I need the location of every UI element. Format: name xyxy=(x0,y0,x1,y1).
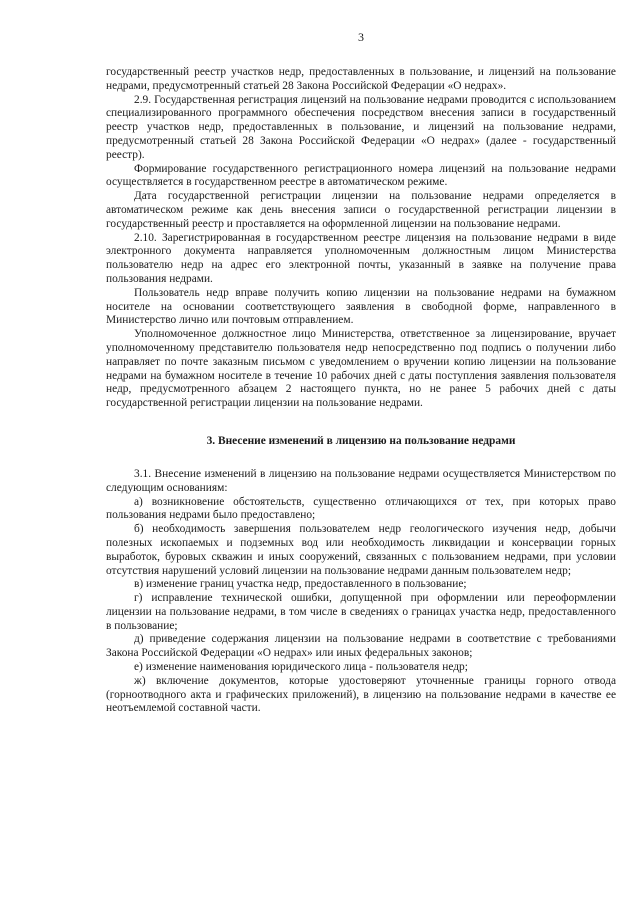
page-number: 3 xyxy=(358,30,364,44)
list-item-v: в) изменение границ участка недр, предоставленного в пользование; xyxy=(134,578,467,591)
paragraph-registration-date: Дата государственной регистрации лицензии на пользование недрами определяется в автоматическом режиме как день внесения записи о государственной регистрации лицензии в государственный реестр и проставляется на оформленной лицензии на пользование недрами. xyxy=(106,190,616,230)
paragraph-authorized-official: Уполномоченное должностное лицо Министерства, ответственное за лицензирование, вручает уполномоченному представителю пользователя недр непосредственно под подпись о получении либо направляет по почте заказным письмом с уведомлением о вручении копию лицензии на пользование недрами на бумажном носителе в течение 10 рабочих дней с даты поступления заявления пользователя недр, предусмотренного абзацем 2 настоящего пункта, но не ранее 5 рабочих дней с даты государственной регистрации лицензии на пользование недрами. xyxy=(106,328,616,410)
list-item-e: е) изменение наименования юридического лица - пользователя недр; xyxy=(134,661,468,674)
paragraph-registration-number: Формирование государственного регистрационного номера лицензий на пользование недрами осуществляется в государственном реестре в автоматическом режиме. xyxy=(106,162,616,189)
paragraph-continuation: государственный реестр участков недр, предоставленных в пользование, и лицензий на пользование недрами, предусмотренный статьей 28 Закона Российской Федерации «О недрах». xyxy=(106,66,616,92)
paragraph-paper-copy: Пользователь недр вправе получить копию лицензии на пользование недрами на бумажном носителе на основании соответствующего заявления в свободной форме, направленного в Министерство лично или почтовым отправлением. xyxy=(106,286,616,327)
document-page xyxy=(106,30,616,716)
list-item-g: г) исправление технической ошибки, допущенной при оформлении или переоформлении лицензии на пользование недрами, в том числе в сведениях о границах участка недр, предоставленного в пользование; xyxy=(106,592,616,632)
paragraph-3-1: 3.1. Внесение изменений в лицензию на пользование недрами осуществляется Министерством по следующим основаниям: xyxy=(106,467,616,494)
list-item-a: а) возникновение обстоятельств, существенно отличающихся от тех, при которых право пользования недрами было предоставлено; xyxy=(106,495,616,522)
list-item-zh: ж) включение документов, которые удостоверяют уточненные границы горного отвода (горноотводного акта и графических приложений), в лицензию на пользование недрами в качестве ее неотъемлемой составной части. xyxy=(106,674,616,715)
list-item-b: б) необходимость завершения пользователем недр геологического изучения недр, добычи полезных ископаемых и подземных вод или необходимость ликвидации и консервации горных выработок, буровых скважин и иных сооружений, связанных с пользованием недрами, при условии отсутствия нарушений условий лицензии на пользование недрами данным пользователем недр; xyxy=(106,523,616,577)
paragraph-2-10: 2.10. Зарегистрированная в государственном реестре лицензия на пользование недрами в виде электронного документа направляется уполномоченным должностным лицом Министерства пользователю недр на адрес его электронной почты, указанный в заявке на получение права пользования недрами. xyxy=(106,231,616,285)
list-item-d: д) приведение содержания лицензии на пользование недрами в соответствие с требованиями Закона Российской Федерации «О недрах» или иных федеральных законов; xyxy=(106,633,616,660)
paragraph-2-9: 2.9. Государственная регистрация лицензий на пользование недрами проводится с использованием специализированного программного обеспечения посредством внесения записи в государственный реестр участков недр, предоставленных в пользование, и лицензий на пользование недрами, предусмотренный статьей 28 Закона Российской Федерации «О недрах» (далее - государственный реестр). xyxy=(106,93,616,161)
section-heading: 3. Внесение изменений в лицензию на пользование недрами xyxy=(206,434,516,447)
